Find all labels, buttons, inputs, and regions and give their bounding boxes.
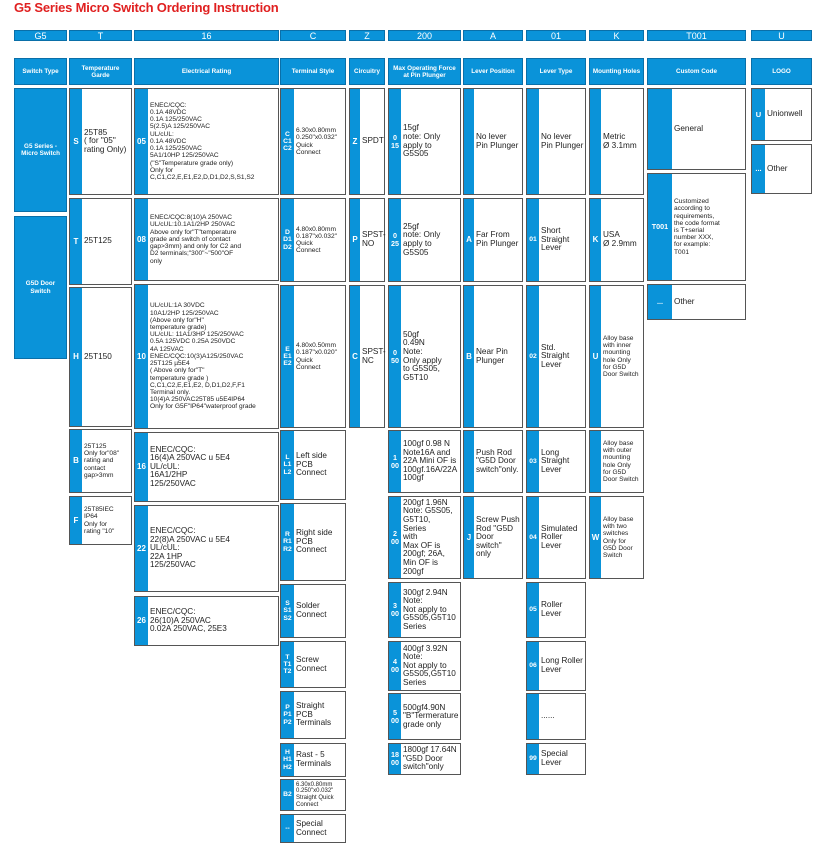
force-option[interactable] [388, 88, 461, 195]
option-code: 04 [527, 497, 539, 578]
option-code: 5 00 [389, 694, 401, 739]
option-text: 200gf 1.96N Note: G5S05, G5T10, Series with Max OF is 200gf; 26A, Min OF is 200gf [403, 497, 453, 576]
option-code: B [464, 286, 474, 427]
mounting-option[interactable] [589, 496, 644, 579]
option-text: Screw Push Rod "G5D Door switch" only [476, 515, 520, 559]
option-text: Std. Straight Lever [541, 342, 570, 369]
lever-position-option[interactable] [463, 496, 523, 579]
electrical-option[interactable] [134, 198, 279, 281]
terminal-option[interactable] [280, 430, 346, 500]
option-text: Special Connect [296, 818, 327, 837]
terminal-option[interactable] [280, 285, 346, 428]
lever-type-option[interactable] [526, 582, 586, 638]
option-text: Alloy base with two switches Only for G5D Door Switch [603, 515, 634, 559]
column-code-7: 01 [526, 30, 586, 41]
column-code-9: T001 [647, 30, 746, 41]
option-code: 0 50 [389, 286, 401, 427]
lever-position-option[interactable] [463, 285, 523, 428]
force-option[interactable] [388, 582, 461, 638]
option-code: F [70, 497, 82, 544]
option-text: General [674, 123, 704, 133]
option-code: 99 [527, 744, 539, 774]
option-code: 26 [135, 597, 148, 645]
option-text: SPST- NC [362, 346, 386, 365]
lever-type-option[interactable] [526, 743, 586, 775]
option-text: USA Ø 2.9mm [603, 230, 637, 248]
option-code: T T1 T2 [281, 642, 294, 687]
option-code: 0 25 [389, 199, 401, 281]
option-code [464, 89, 474, 194]
terminal-option[interactable] [280, 503, 346, 581]
temperature-option[interactable] [69, 198, 132, 285]
option-code [590, 89, 601, 194]
column-code-2: 16 [134, 30, 279, 41]
lever-type-option[interactable] [526, 693, 586, 740]
option-code [590, 431, 601, 492]
column-label-6: Lever Position [463, 58, 523, 85]
force-option[interactable] [388, 693, 461, 740]
option-text: Unionwell [767, 109, 803, 119]
option-text: Straight PCB Terminals [296, 701, 332, 728]
force-option[interactable] [388, 285, 461, 428]
option-text: 25T85 ( for "05" rating Only) [84, 127, 127, 154]
option-text: 4.80x0.50mm 0.187"x0.020" Quick Connect [296, 342, 337, 371]
option-text: 500gf4.90N "B"Termerature grade only [403, 702, 459, 729]
option-code: 4 00 [389, 642, 401, 690]
lever-type-option[interactable] [526, 496, 586, 579]
terminal-option[interactable] [280, 88, 346, 195]
option-text: ENEC/CQC: 26(10)A 250VAC 0.02A 250VAC, 25E3 [150, 607, 227, 634]
electrical-option[interactable] [134, 505, 279, 592]
option-code: 0 15 [389, 89, 401, 194]
option-code [527, 89, 539, 194]
option-text: 300gf 2.94N Note: Not apply to G5S05,G5T10 Series [403, 587, 456, 631]
switch-type-1[interactable]: G5D Door Switch [14, 216, 67, 359]
option-text: Long Straight Lever [541, 447, 570, 474]
option-code: 03 [527, 431, 539, 492]
option-code: 05 [527, 583, 539, 637]
option-text: 1800gf 17.64N "G5D Door switch"only [403, 745, 457, 772]
option-text: 15gf note: Only apply to G5S05 [403, 123, 441, 159]
custom-code-option[interactable] [647, 284, 746, 320]
option-code: A [464, 199, 474, 281]
option-code: 22 [135, 506, 148, 591]
lever-position-option[interactable] [463, 198, 523, 282]
circuitry-option[interactable] [349, 285, 385, 428]
option-code: 1 00 [389, 431, 401, 492]
terminal-option[interactable] [280, 779, 346, 811]
option-code [648, 89, 672, 169]
option-text: Left side PCB Connect [296, 451, 327, 478]
option-code: Z [350, 89, 360, 194]
terminal-option[interactable] [280, 814, 346, 843]
lever-type-option[interactable] [526, 641, 586, 691]
option-text: 6.30x0.80mm 0.250"x0.032" Quick Connect [296, 127, 337, 156]
mounting-option[interactable] [589, 198, 644, 282]
lever-type-option[interactable] [526, 198, 586, 282]
mounting-option[interactable] [589, 88, 644, 195]
option-text: Screw Connect [296, 654, 327, 673]
electrical-option[interactable] [134, 596, 279, 646]
option-code: P P1 P2 [281, 692, 294, 738]
option-text: Roller Lever [541, 600, 563, 618]
option-text: 400gf 3.92N Note: Not apply to G5S05,G5T10 Series [403, 643, 456, 687]
option-text: Other [767, 163, 788, 173]
terminal-option[interactable] [280, 641, 346, 688]
terminal-option[interactable] [280, 743, 346, 777]
option-code: P [350, 199, 360, 281]
temperature-option[interactable] [69, 429, 132, 493]
option-code: J [464, 497, 474, 578]
column-code-1: T [69, 30, 132, 41]
option-code: L L1 L2 [281, 431, 294, 499]
option-code: 2 00 [389, 497, 401, 578]
terminal-option[interactable] [280, 584, 346, 638]
option-text: UL/cUL:1A 30VDC 10A1/2HP 125/250VAC (Above only for"H" temperature grade) UL/cUL: 11A1/3HP 125/250VAC 0.5A 125VDC 0.25A 250VDC 4A 125VAC ENEC/CQC:10(3)A125/250VAC 25T125 µ5E4 ( Above only for"T" temperature grade ) C,C1,C2,E,E1,E2, D,D1,D2,F,F1 Terminal only. 10(4)A 250VAC25T85 u5E4IP64 Only for G5F"IP64"waterproof grade [150, 302, 256, 411]
temperature-option[interactable] [69, 496, 132, 545]
column-label-0: Switch Type [14, 58, 67, 85]
option-code: 3 00 [389, 583, 401, 637]
option-text: Alloy base with outer mounting hole Only for G5D Door Switch [603, 439, 639, 483]
option-code: D D1 D2 [281, 199, 294, 281]
force-option[interactable] [388, 496, 461, 579]
column-label-1: Temperature Garde [69, 58, 132, 85]
option-code: 18 00 [389, 744, 401, 774]
option-text: Long Roller Lever [541, 656, 583, 674]
option-text: 25T150 [84, 351, 112, 361]
option-code: 16 [135, 433, 148, 501]
force-option[interactable] [388, 743, 461, 775]
option-text: Metric Ø 3.1mm [603, 131, 637, 150]
option-code: T001 [648, 174, 672, 280]
temperature-option[interactable] [69, 88, 132, 195]
column-label-3: Terminal Style [280, 58, 346, 85]
circuitry-option[interactable] [349, 88, 385, 195]
option-code: W [590, 497, 601, 578]
column-code-6: A [463, 30, 523, 41]
terminal-option[interactable] [280, 691, 346, 739]
option-text: 25T125 Only for"08" rating and contact gap>3mm [84, 442, 120, 479]
option-code: K [590, 199, 601, 281]
column-code-0: G5 [14, 30, 67, 41]
option-text: No lever Pin Plunger [541, 131, 584, 150]
option-text: Right side PCB Connect [296, 528, 333, 555]
electrical-option[interactable] [134, 432, 279, 502]
electrical-option[interactable] [134, 88, 279, 195]
column-label-5: Max Operating Force at Pin Plunger [388, 58, 461, 85]
option-text: 4.80x0.80mm 0.187"x0.032" Quick Connect [296, 225, 337, 255]
switch-type-0[interactable]: G5 Series - Micro Switch [14, 88, 67, 212]
electrical-option[interactable] [134, 284, 279, 429]
column-label-10: LOGO [751, 58, 812, 85]
force-option[interactable] [388, 430, 461, 493]
lever-type-option[interactable] [526, 430, 586, 493]
lever-type-option[interactable] [526, 88, 586, 195]
option-text: Other [674, 296, 695, 306]
column-code-4: Z [349, 30, 385, 41]
column-label-2: Electrical Rating [134, 58, 279, 85]
option-code: B [70, 430, 82, 492]
option-code: S [70, 89, 82, 194]
option-text: Alloy base with inner mounting hole Only for G5D Door Switch [603, 334, 639, 378]
option-code: 08 [135, 199, 148, 280]
option-text: ENEC/CQC:8(10)A 250VAC UL/cUL:10.1A1/2HP 250VAC Above only for"T"temperature grade and switch of contact gap>3mm) and only for C2 and D2 terminals;"300"~"500"OF only [150, 214, 242, 265]
option-code: U [752, 89, 765, 140]
column-label-4: Circuitry [349, 58, 385, 85]
option-code: 05 [135, 89, 148, 194]
page-title: G5 Series Micro Switch Ordering Instruction [14, 0, 279, 15]
lever-position-option[interactable] [463, 430, 523, 493]
column-label-8: Mounting Holes [589, 58, 644, 85]
option-text: Short Straight Lever [541, 226, 570, 253]
option-code: 06 [527, 642, 539, 690]
option-code: E E1 E2 [281, 286, 294, 427]
option-code: ... [648, 285, 672, 319]
option-text: Solder Connect [296, 601, 327, 619]
option-code: ... [752, 145, 765, 193]
option-text: ENEC/CQC: 22(8)A 250VAC u 5E4 UL/cUL: 22A 1HP 125/250VAC [150, 526, 230, 570]
lever-type-option[interactable] [526, 285, 586, 428]
option-text: Special Lever [541, 749, 568, 767]
option-text: Customized according to requirements, the code format is T+serial number XXX, for example: T001 [674, 198, 720, 256]
logo-option[interactable] [751, 144, 812, 194]
custom-code-option[interactable] [647, 88, 746, 170]
option-code: 02 [527, 286, 539, 427]
option-text: Rast - 5 Terminals [296, 750, 332, 768]
option-text: SPST- NO [362, 230, 386, 248]
option-text: 50gf 0.49N Note: Only apply to G5S05, G5T10 [403, 329, 442, 382]
column-code-10: U [751, 30, 812, 41]
option-text: Near Pin Plunger [476, 346, 508, 365]
column-code-5: 200 [388, 30, 461, 41]
option-code: U [590, 286, 601, 427]
option-code: C [350, 286, 360, 427]
option-code: 01 [527, 199, 539, 281]
option-code: -- [281, 815, 294, 842]
force-option[interactable] [388, 641, 461, 691]
option-text: 25gf note: Only apply to G5S05 [403, 221, 441, 257]
circuitry-option[interactable] [349, 198, 385, 282]
option-code [464, 431, 474, 492]
terminal-option[interactable] [280, 198, 346, 282]
option-text: ENEC/CQC: 0.1A 48VDC 0.1A 125/250VAC 5(2.5)A 125/250VAC UL/cUL: 0.1A 48VDC 0.1A 125/250VAC 5A1/10HP 125/250VAC ("S"Temperature grade only) Only for C,C1,C2,E,E1,E2,D,D1,D2,S,S1,S2 [150, 101, 255, 181]
option-text: Simulated Roller Lever [541, 523, 578, 550]
mounting-option[interactable] [589, 430, 644, 493]
option-text: 100gf 0.98 N Note16A and 22A Mini OF is 100gf.16A/22A 100gf [403, 439, 458, 483]
option-code: R R1 R2 [281, 504, 294, 580]
option-text: 25T85IEC IP64 Only for rating "10" [84, 506, 115, 535]
option-text: Push Rod "G5D Door switch"only. [476, 447, 519, 474]
mounting-option[interactable] [589, 285, 644, 428]
option-code: H H1 H2 [281, 744, 294, 776]
option-text: 6.30x0.80mm 0.250"x0.032" Straight Quick Connect [296, 781, 334, 808]
option-text: No lever Pin Plunger [476, 131, 519, 150]
option-text: SPDT [362, 136, 384, 146]
option-code: H [70, 288, 82, 426]
column-code-3: C [280, 30, 346, 41]
option-code: C C1 C2 [281, 89, 294, 194]
temperature-option[interactable] [69, 287, 132, 427]
column-code-8: K [589, 30, 644, 41]
option-text: ...... [541, 711, 555, 721]
option-text: Far From Pin Plunger [476, 230, 519, 248]
option-code: 10 [135, 285, 148, 428]
column-label-7: Lever Type [526, 58, 586, 85]
custom-code-option[interactable] [647, 173, 746, 281]
option-text: ENEC/CQC: 16(4)A 250VAC u 5E4 UL/cUL: 16A1/2HP 125/250VAC [150, 444, 230, 488]
column-label-9: Custom Code [647, 58, 746, 85]
option-code: T [70, 199, 82, 284]
option-code: B2 [281, 780, 294, 810]
lever-position-option[interactable] [463, 88, 523, 195]
option-text: 25T125 [84, 236, 112, 246]
logo-option[interactable] [751, 88, 812, 141]
force-option[interactable] [388, 198, 461, 282]
option-code [527, 694, 539, 739]
option-code: S S1 S2 [281, 585, 294, 637]
